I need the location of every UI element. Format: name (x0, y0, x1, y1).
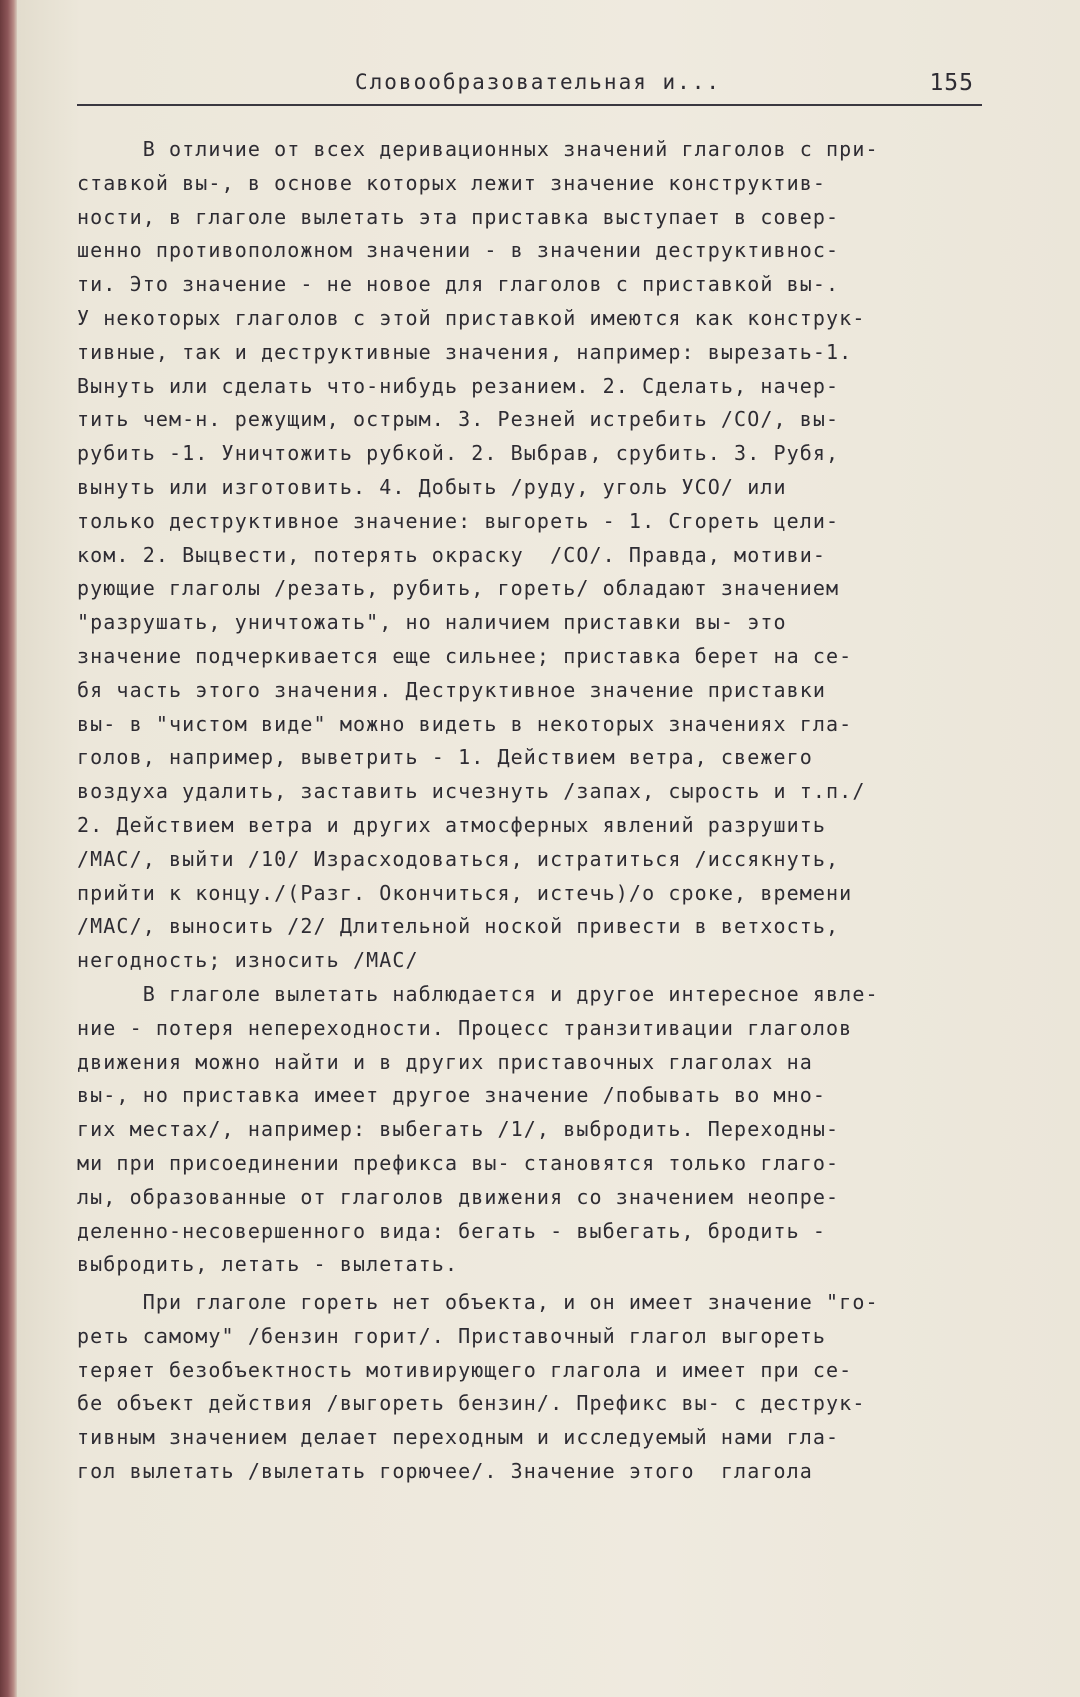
text-line: вы- в "чистом виде" можно видеть в некоторых значениях гла- (77, 711, 853, 736)
text-line: голов, например, выветрить - 1. Действием ветра, свежего (77, 745, 813, 770)
text-line: негодность; износить /МАС/ (77, 948, 419, 973)
text-line: воздуха удалить, заставить исчезнуть /запах, сырость и т.п./ (77, 779, 866, 804)
text-line: лы, образованные от глаголов движения со значением неопре- (77, 1184, 840, 1209)
text-line: /МАС/, выйти /10/ Израсходоваться, истратиться /иссякнуть, (77, 846, 840, 871)
text-line: 2. Действием ветра и других атмосферных явлений разрушить (77, 812, 827, 837)
text-line: тивные, так и деструктивные значения, например: вырезать-1. (77, 339, 853, 364)
book-page (17, 0, 1080, 1697)
text-line: /МАС/, выносить /2/ Длительной ноской привести в ветхость, (77, 914, 840, 939)
text-line: деленно-несовершенного вида: бегать - выбегать, бродить - (77, 1218, 827, 1243)
text-line: теряет безобъектность мотивирующего глагола и имеет при се- (77, 1357, 853, 1382)
text-line: рубить -1. Уничтожить рубкой. 2. Выбрав, срубить. 3. Рубя, (77, 441, 840, 466)
text-line: движения можно найти и в других приставочных глаголах на (77, 1049, 813, 1074)
text-line: ти. Это значение - не новое для глаголов с приставкой вы-. (77, 272, 840, 297)
text-line: прийти к концу./(Разг. Окончиться, истечь)/о сроке, времени (77, 880, 853, 905)
text-line: рующие глаголы /резать, рубить, гореть/ обладают значением (77, 576, 840, 601)
text-line: ности, в глаголе вылетать эта приставка выступает в совер- (77, 204, 840, 229)
page-number: 155 (929, 70, 974, 96)
text-line: При глаголе гореть нет объекта, и он имеет значение "го- (77, 1290, 879, 1315)
text-line: ние - потеря непереходности. Процесс транзитивации глаголов (77, 1015, 853, 1040)
body-text (77, 133, 1029, 1489)
page-header (77, 64, 982, 106)
text-line: ком. 2. Выцвести, потерять окраску /СО/. Правда, мотиви- (77, 542, 827, 567)
text-line: гих местах/, например: выбегать /1/, выбродить. Переходны- (77, 1117, 840, 1142)
header-rule-left (77, 104, 277, 106)
text-line: "разрушать, уничтожать", но наличием приставки вы- это (77, 610, 787, 635)
text-line: тивным значением делает переходным и исследуемый нами гла- (77, 1425, 840, 1450)
text-line: выбродить, летать - вылетать. (77, 1252, 459, 1277)
text-line: только деструктивное значение: выгореть - 1. Сгореть цели- (77, 508, 840, 533)
text-line: бе объект действия /выгореть бензин/. Префикс вы- с деструк- (77, 1391, 866, 1416)
text-line: шенно противоположном значении - в значении деструктивнос- (77, 238, 840, 263)
text-line: тить чем-н. режущим, острым. 3. Резней истребить /СО/, вы- (77, 407, 840, 432)
text-line: вынуть или изготовить. 4. Добыть /руду, уголь УСО/ или (77, 474, 787, 499)
text-line: вы-, но приставка имеет другое значение /побывать во мно- (77, 1083, 827, 1108)
running-title: Словообразовательная и... (355, 70, 722, 94)
text-line: Вынуть или сделать что-нибудь резанием. 2. Сделать, начер- (77, 373, 840, 398)
text-line: В отличие от всех деривационных значений глаголов с при- (77, 137, 879, 161)
text-line: В глаголе вылетать наблюдается и другое интересное явле- (77, 981, 879, 1006)
book-binding-edge (0, 0, 17, 1697)
text-line: гол вылетать /вылетать горючее/. Значение этого глагола (77, 1459, 813, 1484)
text-line: значение подчеркивается еще сильнее; приставка берет на се- (77, 643, 853, 668)
text-line: бя часть этого значения. Деструктивное значение приставки (77, 677, 827, 702)
text-line: реть самому" /бензин горит/. Приставочный глагол выгореть (77, 1323, 827, 1348)
text-line: ставкой вы-, в основе которых лежит значение конструктив- (77, 170, 827, 195)
text-line: У некоторых глаголов с этой приставкой имеются как конструк- (77, 305, 866, 330)
text-line: ми при присоединении префикса вы- становятся только глаго- (77, 1150, 840, 1175)
